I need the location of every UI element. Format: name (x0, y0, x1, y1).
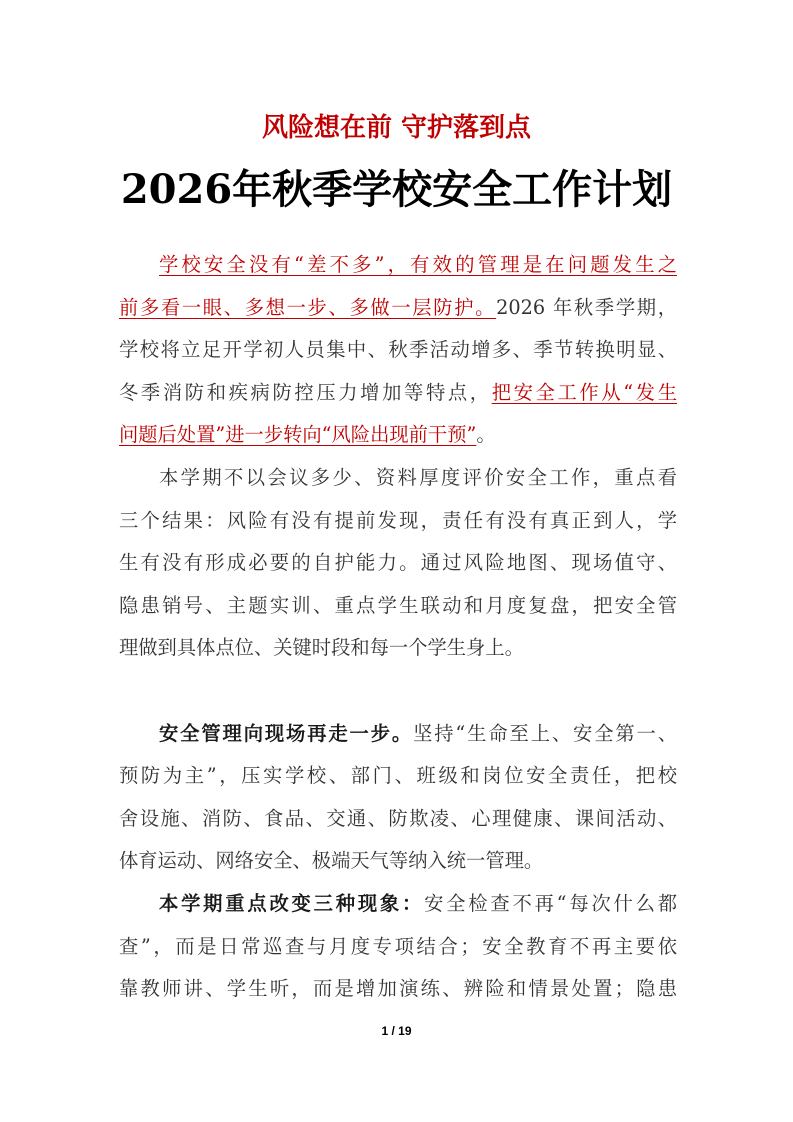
highlighted-text: 问题后处置”进一步转向“风险出现前干预” (119, 423, 477, 447)
paragraph-1-line-5 (119, 414, 677, 457)
highlighted-text: 学校安全没有“差不多”，有效的管理是在问题发生之 (159, 253, 677, 276)
paragraph-3-line-2: 预防为主”，压实学校、部门、班级和岗位安全责任，把校 (119, 764, 677, 788)
body-text: 2026 年秋季学期， (496, 295, 678, 319)
paragraph-4-line-3: 靠教师讲、学生听，而是增加演练、辨险和情景处置；隐患 (119, 977, 677, 1001)
paragraph-2-line-3: 生有没有形成必要的自护能力。通过风险地图、现场值守、 (119, 551, 677, 575)
section-1-heading (119, 670, 677, 713)
paragraph-3-line-1 (119, 713, 677, 756)
document-subtitle: 风险想在前 守护落到点 (261, 113, 532, 143)
body-text: 坚持“生命至上、安全第一、 (413, 721, 678, 745)
document-title: 2026年秋季学校安全工作计划 (120, 166, 673, 213)
paragraph-2-line-2: 三个结果：风险有没有提前发现，责任有没有真正到人，学 (119, 508, 677, 532)
document-body (119, 244, 677, 1011)
paragraph-3-line-3: 舍设施、消防、食品、交通、防欺凌、心理健康、课间活动、 (119, 806, 677, 830)
highlighted-text: 把安全工作从“发生 (491, 380, 677, 404)
highlighted-text: 前多看一眼、多想一步、多做一层防护。 (119, 295, 497, 319)
paragraph-1-line-1 (119, 244, 677, 287)
paragraph-4-line-2: 查”，而是日常巡查与月度专项结合；安全教育不再主要依 (119, 934, 677, 958)
paragraph-1-line-3: 学校将立足开学初人员集中、秋季活动增多、季节转换明显、 (119, 338, 677, 362)
paragraph-3-line-4: 体育运动、网络安全、极端天气等纳入统一管理。 (119, 849, 544, 873)
page-number: 1 / 19 (381, 1024, 412, 1038)
paragraph-2-line-5: 理做到具体点位、关键时段和每一个学生身上。 (119, 636, 524, 660)
bold-lead-text: 本学期重点改变三种现象： (159, 891, 425, 915)
paragraph-1-line-2 (119, 287, 677, 330)
bold-lead-text: 安全管理向现场再走一步。 (159, 721, 414, 745)
paragraph-2-line-4: 隐患销号、主题实训、重点学生联动和月度复盘，把安全管 (119, 593, 677, 617)
paragraph-1-line-4 (119, 372, 677, 415)
paragraph-2-line-1: 本学期不以会议多少、资料厚度评价安全工作，重点看 (159, 465, 677, 489)
paragraph-4-line-1 (119, 883, 677, 926)
body-text: 。 (476, 423, 496, 447)
body-text: 冬季消防和疾病防控压力增加等特点， (119, 380, 492, 404)
body-text: 安全检查不再“每次什么都 (424, 891, 678, 915)
